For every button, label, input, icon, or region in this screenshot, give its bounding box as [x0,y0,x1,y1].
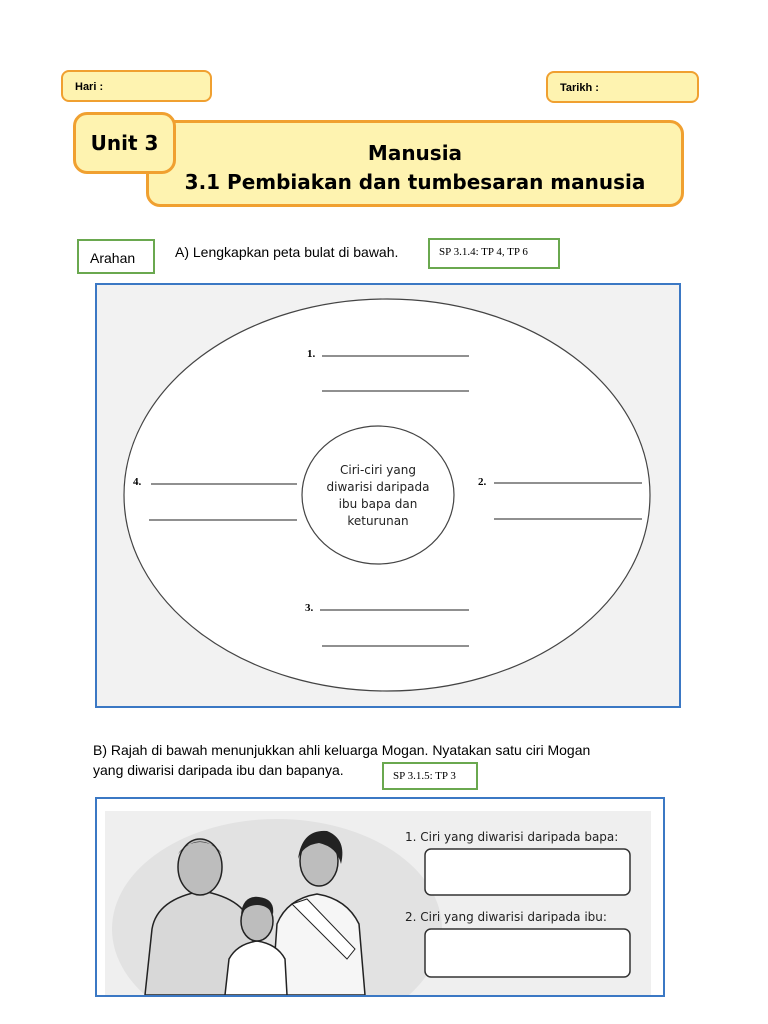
center-text-4: keturunan [347,514,409,528]
unit-badge: Unit 3 [73,112,176,174]
hari-label: Hari : [75,81,104,93]
hari-field[interactable] [61,70,212,102]
answer-box-ibu[interactable] [425,929,630,977]
question-2: 2. Ciri yang diwarisi daripada ibu: [405,910,607,924]
family-illustration [97,799,663,995]
instruction-b-line2: yang diwarisi daripada ibu dan bapanya. [93,762,344,778]
sp-code-b: SP 3.1.5: TP 3 [393,770,456,782]
center-circle [302,426,454,564]
center-text-1: Ciri-ciri yang [339,463,417,477]
tarikh-field[interactable] [546,71,699,103]
bubble-map-frame [95,283,681,708]
tarikh-label: Tarikh : [560,82,599,94]
number-3: 3. [305,602,314,614]
arahan-label: Arahan [90,250,136,266]
sp-code-a-box [428,238,560,269]
answer-box-bapa[interactable] [425,849,630,895]
number-1: 1. [307,348,316,360]
family-frame [95,797,665,997]
center-text-2: diwarisi daripada [326,480,430,494]
bubble-map [97,285,679,706]
number-4: 4. [133,476,142,488]
page-subtitle: 3.1 Pembiakan dan tumbesaran manusia [184,170,646,194]
sp-code-b-box [382,762,478,790]
question-1: 1. Ciri yang diwarisi daripada bapa: [405,830,619,844]
center-text-3: ibu bapa dan [338,497,418,511]
instruction-b-line1: B) Rajah di bawah menunjukkan ahli keluarga Mogan. Nyatakan satu ciri Mogan [93,742,591,758]
instruction-a: A) Lengkapkan peta bulat di bawah. [175,244,399,260]
number-2: 2. [478,476,487,488]
page-title: Manusia [367,141,463,165]
title-box [146,120,684,207]
sp-code-a: SP 3.1.4: TP 4, TP 6 [439,246,528,258]
arahan-box [77,239,155,274]
